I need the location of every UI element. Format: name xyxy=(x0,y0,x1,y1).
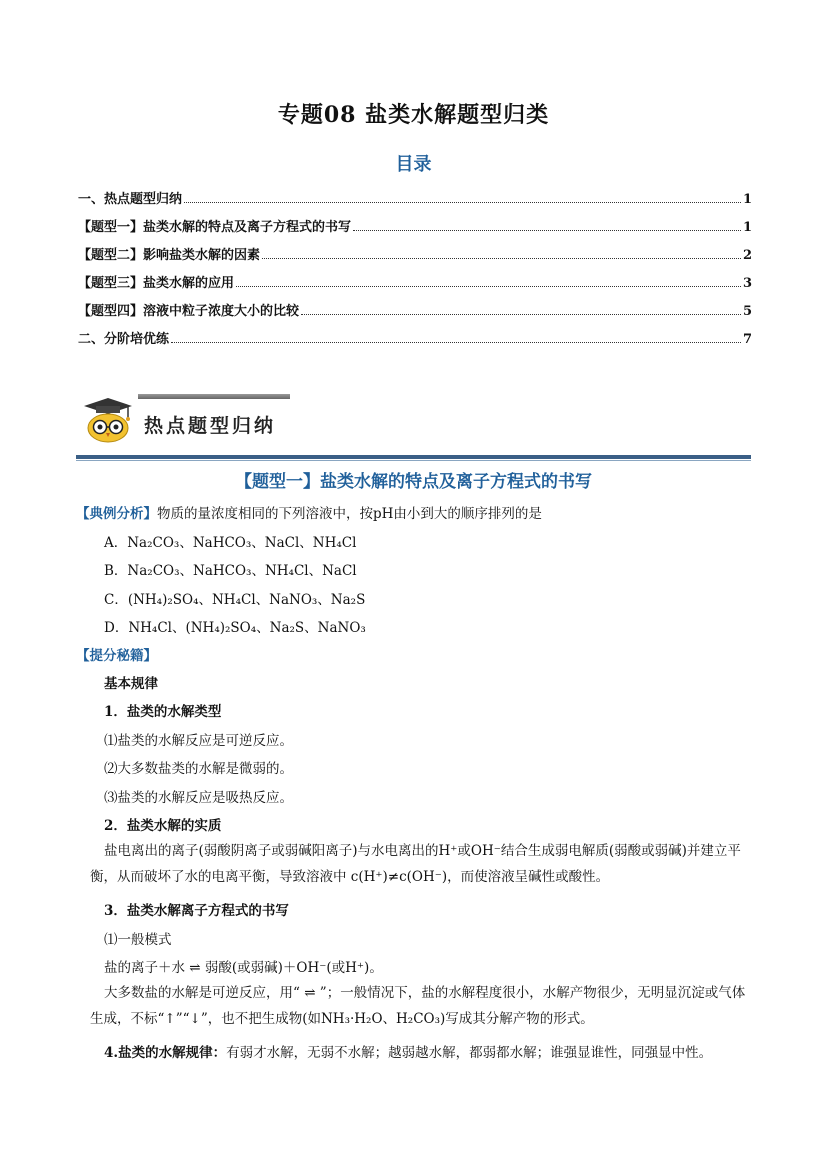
option-d: D．NH₄Cl、(NH₄)₂SO₄、Na₂S、NaNO₃ xyxy=(104,620,366,636)
toc-entry[interactable] xyxy=(78,299,752,319)
section-heading: 【题型一】盐类水解的特点及离子方程式的书写 xyxy=(235,472,592,492)
s3-mode: ⑴一般模式 xyxy=(104,932,172,948)
section-divider xyxy=(76,455,751,459)
toc-leader xyxy=(236,286,741,287)
option-b: B．Na₂CO₃、NaHCO₃、NH₄Cl、NaCl xyxy=(104,563,357,579)
toc-label: 【题型三】盐类水解的应用 xyxy=(78,276,235,291)
scholar-owl-icon xyxy=(80,396,136,444)
s3-paragraph: 大多数盐的水解是可逆反应，用“ ⇌ ”；一般情况下，盐的水解程度很小，水解产物很少，无明显沉淀或气体生成，不标“↑”“↓”，也不把生成物(如NH₃·H₂O、H₂CO₃)写成其分解产物的形式。 xyxy=(90,985,746,1027)
s2-title: 2．盐类水解的实质 xyxy=(104,818,222,834)
example-question-text: 物质的量浓度相同的下列溶液中，按pH由小到大的顺序排列的是 xyxy=(157,506,542,522)
s4-rule xyxy=(104,1041,754,1061)
toc-entry[interactable] xyxy=(78,271,752,291)
toc-leader xyxy=(171,342,741,343)
s1-item: ⑶盐类的水解反应是吸热反应。 xyxy=(104,790,293,806)
example-tag: 【典例分析】 xyxy=(76,506,157,522)
tips-tag: 【提分秘籍】 xyxy=(76,648,157,664)
toc-entry[interactable] xyxy=(78,243,752,263)
banner-bar xyxy=(138,394,290,399)
toc-label: 一、热点题型归纳 xyxy=(78,192,183,207)
toc-title: 目录 xyxy=(395,154,432,175)
banner-title: 热点题型归纳 xyxy=(144,415,277,437)
s2-paragraph: 盐电离出的离子(弱酸阴离子或弱碱阳离子)与水电离出的H⁺或OH⁻结合生成弱电解质(弱酸或弱碱)并建立平衡，从而破坏了水的电离平衡，导致溶液中 c(H⁺)≠c(OH⁻)，而使溶液呈碱性或酸性。 xyxy=(90,843,741,885)
toc-page: 3 xyxy=(742,276,752,291)
option-c: C．(NH₄)₂SO₄、NH₄Cl、NaNO₃、Na₂S xyxy=(104,592,366,608)
toc-page: 2 xyxy=(742,248,752,263)
rule-title: 基本规律 xyxy=(104,676,158,692)
example-question xyxy=(76,502,542,522)
toc-page: 1 xyxy=(742,220,752,235)
s1-item: ⑴盐类的水解反应是可逆反应。 xyxy=(104,733,293,749)
section-divider-thin xyxy=(76,460,751,461)
toc-page: 5 xyxy=(742,304,752,319)
toc-entry[interactable] xyxy=(78,327,752,347)
toc-leader xyxy=(262,258,741,259)
toc-label: 【题型四】溶液中粒子浓度大小的比较 xyxy=(78,304,300,319)
option-a: A．Na₂CO₃、NaHCO₃、NaCl、NH₄Cl xyxy=(104,535,357,551)
toc-page: 1 xyxy=(742,192,752,207)
s4-title: 4.盐类的水解规律： xyxy=(104,1045,227,1061)
page-title: 专题08 盐类水解题型归类 xyxy=(277,102,550,128)
toc-leader xyxy=(353,230,741,231)
s1-title: 1．盐类的水解类型 xyxy=(104,704,222,720)
s3-title: 3．盐类水解离子方程式的书写 xyxy=(104,903,289,919)
toc-page: 7 xyxy=(742,332,752,347)
toc-label: 【题型二】影响盐类水解的因素 xyxy=(78,248,261,263)
toc-entry[interactable] xyxy=(78,187,752,207)
s1-item: ⑵大多数盐类的水解是微弱的。 xyxy=(104,761,293,777)
toc-entry[interactable] xyxy=(78,215,752,235)
s4-text: 有弱才水解，无弱不水解；越弱越水解，都弱都水解；谁强显谁性，同强显中性。 xyxy=(226,1045,713,1061)
toc-leader xyxy=(184,202,741,203)
toc-leader xyxy=(301,314,741,315)
toc-label: 【题型一】盐类水解的特点及离子方程式的书写 xyxy=(78,220,352,235)
s3-formula: 盐的离子＋水 ⇌ 弱酸(或弱碱)＋OH⁻(或H⁺)。 xyxy=(104,960,383,976)
toc-label: 二、分阶培优练 xyxy=(78,332,170,347)
